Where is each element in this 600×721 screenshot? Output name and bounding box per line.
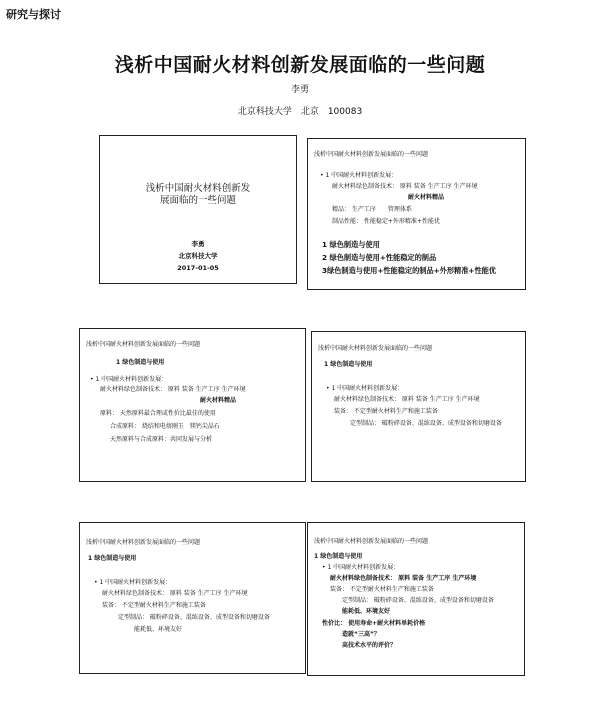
slide-line: 定型制品： 破粉碎设备、混练设备、成型设备和切磨设备: [350, 420, 502, 427]
slide-cover: [99, 135, 297, 284]
slide-title: 浅析中国耐火材料创新发展面临的一些问题: [318, 345, 433, 352]
slide-line: 造就“三高”？: [342, 631, 380, 638]
slide-bullet: • 1 中国耐火材料创新发展：: [320, 172, 398, 179]
slide-bullet: • 1 中国耐火材料创新发展：: [94, 579, 172, 586]
slide-5: [79, 522, 306, 674]
slide-line: 耐火材料绿色制备技术： 原料 装备 生产工序 生产环境: [334, 396, 480, 403]
slide-title: 浅析中国耐火材料创新发展面临的一些问题: [86, 341, 201, 348]
slide-line: 耐火材料绿色制备技术： 原料 装备 生产工序 生产环境: [102, 590, 248, 597]
cover-presenter: 李勇: [191, 240, 205, 248]
slide-line: 耐火材料绿色制备技术： 原料 装备 生产工序 生产环境: [330, 575, 477, 582]
slide-subtitle: 1 绿色制造与使用: [324, 361, 373, 368]
slide-6: [307, 522, 525, 676]
slide-2: [307, 138, 526, 290]
author-affiliation: 北京科技大学 北京 100083: [237, 107, 363, 117]
cover-title-line-2: 展面临的一些问题: [159, 195, 236, 206]
cover-title: [100, 183, 296, 207]
slide-bullet: • 1 中国耐火材料创新发展：: [90, 376, 168, 383]
slide-line: 装备： 不定型耐火材料生产和施工装备: [330, 586, 434, 593]
slide-line: 天然原料与合成原料：共同发展与分析: [110, 436, 213, 443]
slide-line: 合成原料： 烧结和电熔刚玉 镁钙尖晶石: [110, 423, 220, 430]
slide-line: 装备： 不定型耐火材料生产和施工装备: [102, 602, 206, 609]
slide-bullet: • 1 中国耐火材料创新发展：: [326, 385, 404, 392]
slide-line: 原料： 天然原料最合理或性价比最佳的使用: [100, 410, 216, 417]
slide-bullet: • 1 中国耐火材料创新发展：: [322, 564, 400, 571]
slide-subtitle: 1 绿色制造与使用: [116, 359, 165, 366]
slide-title: 浅析中国耐火材料创新发展面临的一些问题: [86, 539, 201, 546]
cover-school: 北京科技大学: [178, 252, 218, 260]
slide-line: 制品性能： 性能稳定+外形精准+性能优: [332, 218, 440, 225]
slide-line: 定型制品： 破粉碎设备、混练设备、成型设备和切磨设备: [342, 597, 494, 604]
slide-line: 性价比： 使用寿命+耐火材料单耗价格: [322, 620, 426, 627]
slide-3: [79, 328, 306, 482]
article-title: 浅析中国耐火材料创新发展面临的一些问题: [114, 54, 486, 76]
slide-subtitle: 1 绿色制造与使用: [314, 553, 363, 560]
slide-line: 能耗低、环境友好: [134, 626, 183, 633]
slide-line: 精品： 生产工序 管理体系: [332, 206, 412, 213]
slide-line: 能耗低、环境友好: [342, 608, 391, 615]
slide-line: 定型制品： 破粉碎设备、混练设备、成型设备和切磨设备: [118, 614, 270, 621]
slide-line: 装备： 不定型耐火材料生产和施工装备: [334, 408, 438, 415]
slide-line: 耐火材料绿色制备技术： 原料 装备 生产工序 生产环境: [100, 386, 246, 393]
slide-line: 耐火材料精品: [408, 194, 445, 201]
slide-subtitle: 1 绿色制造与使用: [88, 555, 137, 562]
cover-date: 2017-01-05: [177, 264, 219, 272]
slide-title: 浅析中国耐火材料创新发展面临的一些问题: [314, 151, 429, 158]
slide-4: [311, 331, 526, 482]
author-name: 李勇: [290, 85, 309, 95]
section-label: 研究与探讨: [6, 8, 61, 21]
slide-point: 2 绿色制造与使用+性能稳定的制品: [322, 253, 437, 262]
slide-line: 耐火材料绿色制备技术： 原料 装备 生产工序 生产环境: [332, 183, 478, 190]
slide-point: 3绿色制造与使用+性能稳定的制品+外形精准+性能优: [322, 266, 497, 275]
slide-title: 浅析中国耐火材料创新发展面临的一些问题: [314, 538, 429, 545]
slide-point: 1 绿色制造与使用: [322, 240, 380, 249]
slide-line: 耐火材料精品: [200, 397, 237, 404]
cover-title-line-1: 浅析中国耐火材料创新发: [145, 183, 251, 194]
slide-line: 高技术水平的评价？: [342, 642, 397, 649]
